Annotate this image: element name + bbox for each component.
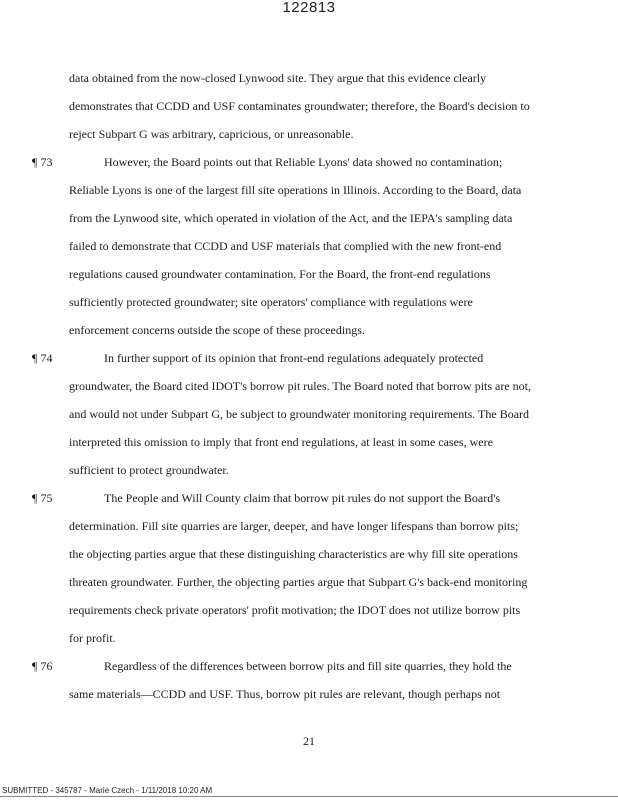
body-line: and would not under Subpart G, be subject to groundwater monitoring requirements. The Board: [69, 407, 530, 421]
body-line: the objecting parties argue that these distinguishing characteristics are why fill site operations: [69, 547, 518, 561]
body-line: sufficient to protect groundwater.: [69, 463, 229, 477]
body-line: enforcement concerns outside the scope of these proceedings.: [69, 323, 365, 337]
body-line: sufficiently protected groundwater; site operators' compliance with regulations were: [69, 295, 473, 309]
paragraph-mark-73: ¶ 73: [32, 155, 53, 169]
body-line: reject Subpart G was arbitrary, capricious, or unreasonable.: [69, 127, 354, 141]
body-line: The People and Will County claim that borrow pit rules do not support the Board's: [104, 491, 501, 505]
body-line: for profit.: [69, 631, 116, 645]
body-line: Reliable Lyons is one of the largest fill site operations in Illinois. According to the Board, data: [69, 183, 522, 197]
paragraph-mark-74: ¶ 74: [32, 351, 53, 365]
body-line: failed to demonstrate that CCDD and USF materials that complied with the new front-end: [69, 239, 502, 253]
document-number: 122813: [282, 0, 336, 16]
body-line: determination. Fill site quarries are larger, deeper, and have longer lifespans than borrow pits;: [69, 519, 519, 533]
body-line: threaten groundwater. Further, the objecting parties argue that Subpart G's back-end monitoring: [69, 575, 528, 589]
paragraph-mark-76: ¶ 76: [32, 659, 53, 673]
page-number: 21: [303, 734, 315, 748]
body-line: regulations caused groundwater contamination. For the Board, the front-end regulations: [69, 267, 491, 281]
submission-stamp: SUBMITTED - 345787 - Marie Czech - 1/11/2018 10:20 AM: [2, 786, 213, 795]
body-line: In further support of its opinion that front-end regulations adequately protected: [104, 351, 484, 365]
body-line: interpreted this omission to imply that front end regulations, at least in some cases, were: [69, 435, 493, 449]
footer-divider: [0, 796, 618, 797]
body-line: groundwater, the Board cited IDOT's borrow pit rules. The Board noted that borrow pits are not,: [69, 379, 532, 393]
body-line: However, the Board points out that Reliable Lyons' data showed no contamination;: [104, 155, 503, 169]
body-line: same materials—CCDD and USF. Thus, borrow pit rules are relevant, though perhaps not: [69, 687, 501, 701]
paragraph-mark-75: ¶ 75: [32, 491, 53, 505]
body-line: from the Lynwood site, which operated in violation of the Act, and the IEPA's sampling data: [69, 211, 513, 225]
body-line: data obtained from the now-closed Lynwood site. They argue that this evidence clearly: [69, 71, 487, 85]
body-line: Regardless of the differences between borrow pits and fill site quarries, they hold the: [104, 659, 512, 673]
body-line: requirements check private operators' profit motivation; the IDOT does not utilize borrow pits: [69, 603, 521, 617]
body-line: demonstrates that CCDD and USF contaminates groundwater; therefore, the Board's decision to: [69, 99, 530, 113]
